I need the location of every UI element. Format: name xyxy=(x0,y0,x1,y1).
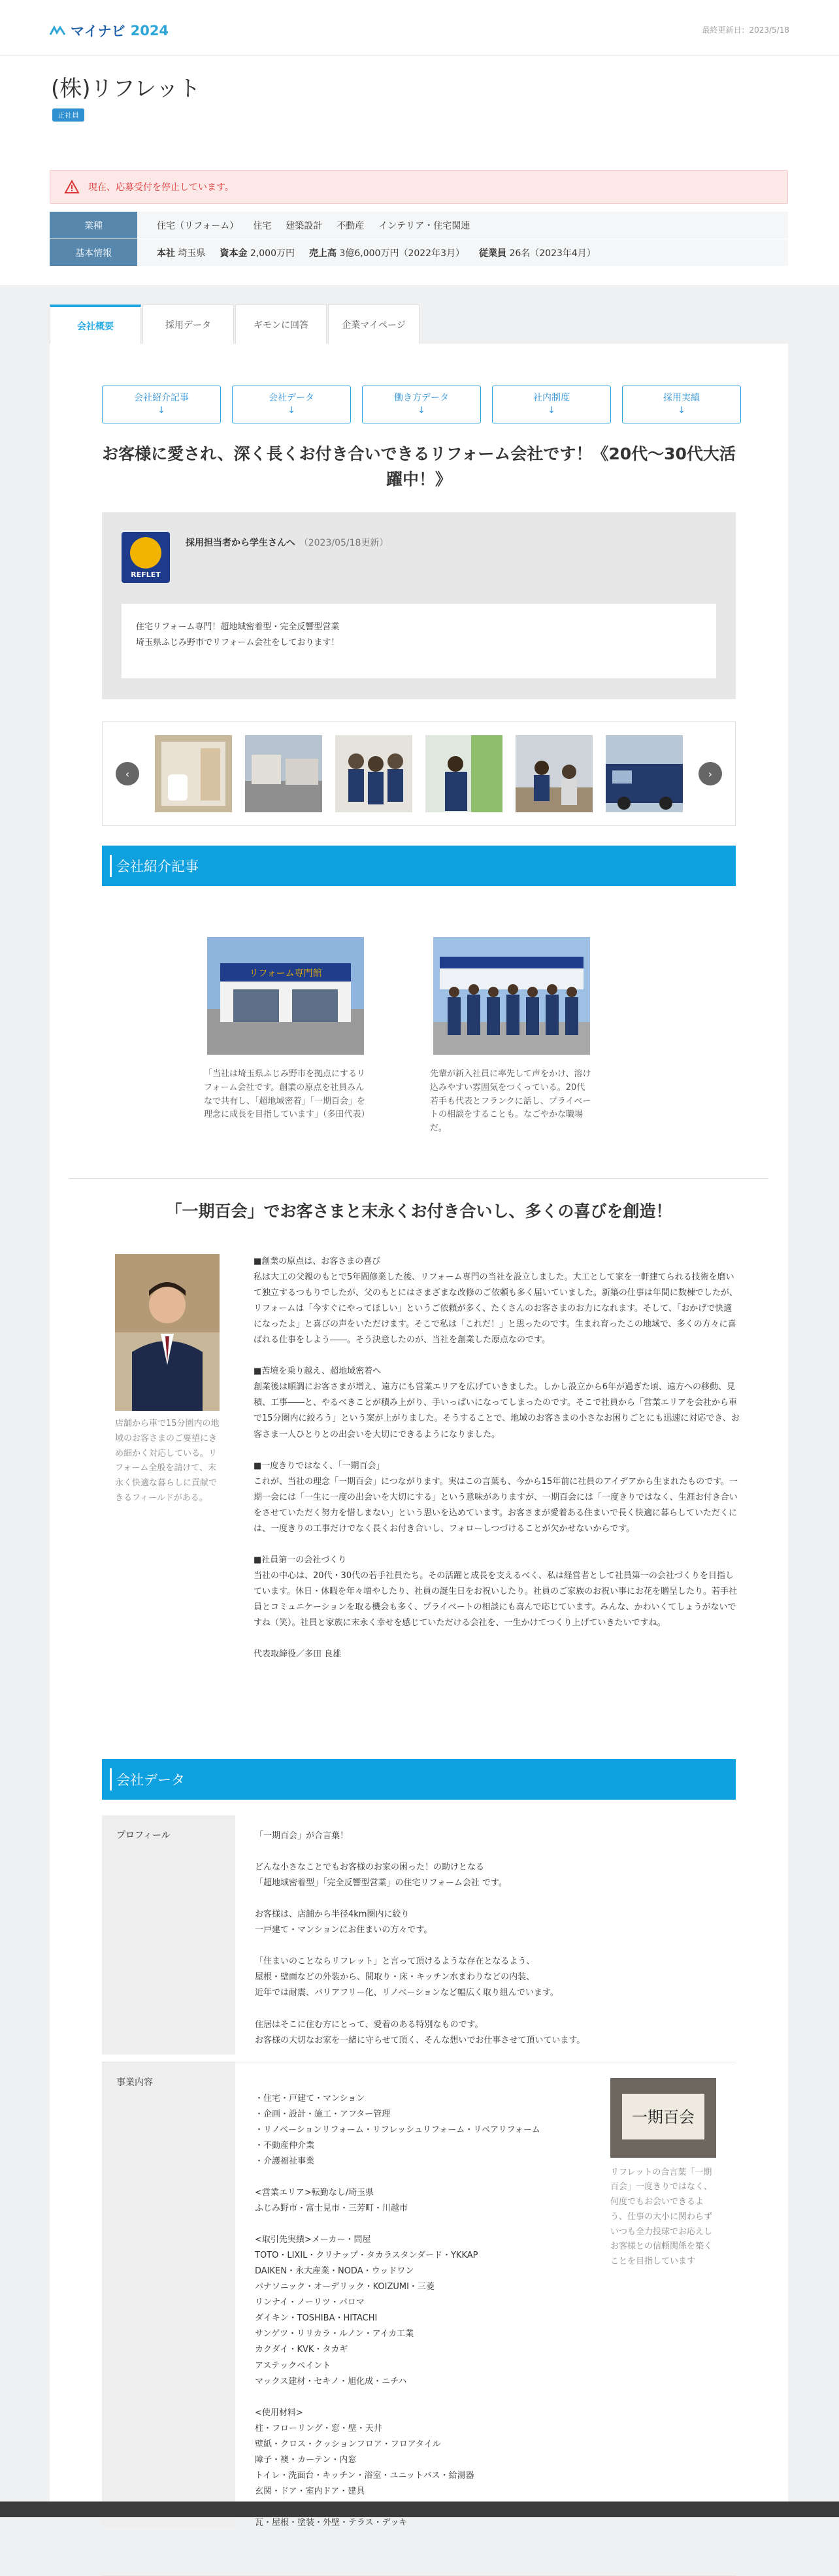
company-tabs xyxy=(50,305,421,344)
nav-label: 働き方データ xyxy=(394,393,449,404)
application-closed-alert xyxy=(50,170,788,204)
store-sign-text: リフォーム専門館 xyxy=(249,968,322,979)
ceo-message-headline: 「一期百会」でお客さまと末永くお付き合いし、多くの喜びを創造！ xyxy=(165,1202,672,1221)
hq-label: 本社 xyxy=(157,248,175,259)
company-logo-text: REFLET xyxy=(131,570,161,579)
staff-group-photo xyxy=(433,937,590,1055)
carousel-prev-button[interactable]: ‹ xyxy=(116,762,139,785)
ichigo-caption: リフレットの合言葉「一期百会」一度きりではなく、何度でもお会いできるよう、仕事の大小に関わらずいつも全力投球でお応えしお客様との信頼関係を築くことを目指しています xyxy=(610,2167,713,2267)
tab-recruitment-data[interactable]: 採用データ xyxy=(142,305,234,344)
business-text: ・住宅・戸建て・マンション ・企画・設計・施工・アフター管理 ・リノベーションリフォーム・リフレッシュリフォーム・リペアリフォーム ・不動産仲介業 ・介護福祉事業 <営業エリア>転勤なし/埼玉県 ふじみ野市・富士見市・三芳町・川越市 <取引先実績>メーカー・問屋 TOTO・LIXIL・クリナップ・タカラスタンダード・YKKAP DAIKEN・永大産業・NODA・ウッドワン パナソニック・オーデリック・KOIZUMI・三菱 リンナイ・ノーリツ・パロマ ダイキン・TOSHIBA・HITACHI サンゲツ・リリカラ・ルノン・アイカ工業 カクダイ・KVK・タカギ アステックペイント マックス建材・セキノ・旭化成・ニチハ <使用材料> 柱・フローリング・窓・壁・天井 壁紙・クロス・クッションフロア・フロアタイル 障子・襖・カーテン・内窓 トイレ・洗面台・キッチン・浴室・ユニットバス・給湯器 玄関・ドア・室内ドア・建具 瓦・屋根・塗装・外壁・テラス・デッキ xyxy=(255,2093,540,2528)
table-row xyxy=(102,1815,736,2062)
arrow-down-icon: ↓ xyxy=(157,405,165,416)
carousel-photo[interactable] xyxy=(425,735,502,812)
company-data-table xyxy=(102,1815,736,2576)
basic-info-label: 基本情報 xyxy=(50,239,137,266)
basic-info-row xyxy=(50,239,788,267)
article-card[interactable] xyxy=(204,937,370,1122)
carousel-next-button[interactable]: › xyxy=(699,762,722,785)
industry-item: 不動産 xyxy=(337,220,365,231)
basic-info-values xyxy=(137,239,596,266)
nav-work-style-button[interactable] xyxy=(362,386,481,423)
message-line: 住宅リフォーム専門！超地域密着型・完全反響型営業 xyxy=(136,622,340,632)
industry-values xyxy=(137,212,470,239)
capital-value: 2,000万円 xyxy=(250,248,295,259)
carousel-photo[interactable] xyxy=(155,735,232,812)
company-headline: お客様に愛され、深く長くお付き合いできるリフォーム会社です！《20代〜30代大活躍中！》 xyxy=(102,444,736,489)
mynavi-logo-icon xyxy=(50,25,65,36)
message-date: （2023/05/18更新） xyxy=(299,538,389,548)
capital-label: 資本金 xyxy=(220,248,248,259)
logo-year: 2024 xyxy=(130,23,169,39)
industry-item: 住宅 xyxy=(253,220,272,231)
message-line: 埼玉県ふじみ野市でリフォーム会社をしております！ xyxy=(136,638,340,648)
site-header xyxy=(0,0,839,56)
message-heading xyxy=(186,536,388,549)
company-basic-info xyxy=(50,212,788,267)
tab-company-mypage[interactable]: 企業マイページ xyxy=(328,305,420,344)
ceo-photo xyxy=(115,1254,220,1411)
company-name: (株)リフレット xyxy=(51,76,201,102)
ichigo-sign-photo xyxy=(610,2078,716,2158)
industry-row xyxy=(50,212,788,239)
row-value-profile: 「一期百会」が合言葉！ どんな小さなことでもお客様のお家の困った！の助けとなる 「超地域密着型」「完全反響型営業」の住宅リフォーム会社 です。 お客様は、店舗から半径4km圏内に絞り 一戸建て・マンションにお住まいの方々です。 「住まいのことならリフレット」と言って頂けるような存在となるよう、 屋根・壁面などの外装から、間取り・床・キッチン水まわりなどの内装、 近年では耐震、バリアフリー化、リノベーションなど幅広く取り組んでいます。 住居はそこに住む方にとって、愛着のある特別なものです。 お客様の大切なお家を一緒に守らせて頂く、そんな想いでお仕事させて頂いています。 xyxy=(255,1831,585,2045)
sales-label: 売上高 xyxy=(309,248,337,259)
hq-value: 埼玉県 xyxy=(178,248,206,259)
nav-label: 会社データ xyxy=(269,393,314,404)
recruiter-message xyxy=(102,512,736,699)
nav-company-articles-button[interactable] xyxy=(102,386,221,423)
arrow-down-icon: ↓ xyxy=(548,405,555,416)
ceo-photo-caption: 店舗から車で15分圏内の地域のお客さまのご要望にきめ細かく対応している。リフォーム全般を請けて、末永く快適な暮らしに貢献できるフィールドがある。 xyxy=(115,1419,220,1503)
section-company-data: 会社データ xyxy=(102,1759,736,1800)
arrow-down-icon: ↓ xyxy=(288,405,295,416)
employees-value: 26名（2023年4月） xyxy=(509,248,596,259)
main-panel xyxy=(50,344,788,2528)
mynavi-logo[interactable] xyxy=(50,21,169,41)
arrow-down-icon: ↓ xyxy=(418,405,425,416)
tab-qa[interactable]: ギモンに回答 xyxy=(235,305,327,344)
row-label-business: 事業内容 xyxy=(102,2062,235,2526)
industry-item: インテリア・住宅関連 xyxy=(378,220,470,231)
row-value-business xyxy=(235,2062,736,2575)
industry-item: 建築設計 xyxy=(286,220,323,231)
message-from: 採用担当者から学生さんへ xyxy=(186,538,295,548)
message-body xyxy=(122,604,716,678)
logo-text: マイナビ xyxy=(71,24,125,39)
sales-value: 3億6,000万円（2022年3月） xyxy=(339,248,465,259)
nav-company-data-button[interactable] xyxy=(232,386,351,423)
last-updated: 最終更新日：2023/5/18 xyxy=(702,25,789,35)
table-row xyxy=(102,2062,736,2576)
ichigo-sign-text: 一期百会 xyxy=(632,2107,695,2126)
company-logo xyxy=(122,532,170,583)
carousel-photo[interactable] xyxy=(335,735,412,812)
nav-hiring-results-button[interactable] xyxy=(622,386,741,423)
article-card[interactable] xyxy=(430,937,593,1136)
row-label-profile: プロフィール xyxy=(102,1815,235,2055)
industry-item: 住宅（リフォーム） xyxy=(157,220,239,231)
employment-type-badge: 正社員 xyxy=(52,108,84,122)
article-caption: 先輩が新入社員に率先して声をかけ、溶け込みやすい雰囲気をつくっている。20代若手も代表とフランクに話し、プライベートの相談をすることも。なごやかな職場だ。 xyxy=(430,1069,591,1134)
carousel-photo[interactable] xyxy=(516,735,593,812)
carousel-photo[interactable] xyxy=(245,735,322,812)
arrow-down-icon: ↓ xyxy=(678,405,685,416)
nav-internal-systems-button[interactable] xyxy=(492,386,611,423)
tab-company-overview[interactable]: 会社概要 xyxy=(50,305,141,345)
section-divider xyxy=(69,1178,768,1179)
section-company-articles: 会社紹介記事 xyxy=(102,846,736,886)
alert-text: 現在、応募受付を停止しています。 xyxy=(88,182,234,193)
nav-label: 社内制度 xyxy=(533,393,570,404)
photo-carousel xyxy=(102,721,736,826)
industry-label: 業種 xyxy=(50,212,137,239)
nav-label: 採用実績 xyxy=(663,393,700,404)
warning-icon xyxy=(65,180,79,193)
anchor-nav xyxy=(102,386,741,423)
bottom-bar xyxy=(0,2502,839,2517)
article-caption: 「当社は埼玉県ふじみ野市を拠点にするリフォーム会社です。創業の原点を社員みんなで共有し、「超地域密着」「一期百会」を理念に成長を目指しています」（多田代表） xyxy=(204,1069,370,1120)
carousel-photo[interactable] xyxy=(606,735,683,812)
storefront-photo xyxy=(207,937,364,1055)
nav-label: 会社紹介記事 xyxy=(134,393,189,404)
employees-label: 従業員 xyxy=(478,248,506,259)
ceo-message-body: ■創業の原点は、お客さまの喜び 私は大工の父親のもとで5年間修業した後、リフォーム専門の当社を設立しました。大工として家を一軒建てられる技術を磨いて独立するつもりでしたが、父のもとにはさまざまな改修のご依頼も多く届いていました。新築の仕事は年間に数棟でしたが、リフォームは「今すぐにやってほしい」というご依頼が多く、たくさんのお客さまのお力になれます。そして、「おかげで快適になったよ」と喜びの声をいただけます。そこで私は「これだ！」と思ったのです。生まれ育ったこの地域で、多くの方々に喜ばれる仕事をしよう――。そう決意したのが、当社を創業した原点なのです。 ■苦境を乗り越え、超地域密着へ 創業後は順調にお客さまが増え、遠方にも営業エリアを広げていきました。しかし設立から6年が過ぎた頃、遠方への移動、見積、工事――と、やるべきことが積み上がり、手いっぱいになってしまったのです。そこで社員から「営業エリアを会社から車で15分圏内に絞ろう」という案が上がりました。そうすることで、地域のお客さまの小さなお困りごとにも迅速に対応でき、お客さま一人ひとりとの出会いを大切にできるようになりました。 ■一度きりではなく、「一期百会」 これが、当社の理念「一期百会」につながります。実はこの言葉も、今から15年前に社員のアイデアから生まれたものです。一期一会には「一生に一度の出会いを大切にする」という意味がありますが、一期百会には「一度きりではなく、生涯お付き合いをさせていただく努力を惜しまない」という思いを込めています。お客さまが愛着ある住まいで長く快適に暮らしていただくには、一度きりの工事だけでなく長くお付き合いし、フォローしつづけることが欠かせないからです。 ■社員第一の会社づくり 当社の中心は、20代・30代の若手社員たち。その活躍と成長を支えるべく、私は経営者として社員第一の会社づくりを目指しています。休日・休暇を年々増やしたり、社員の誕生日をお祝いしたり。社員のご家族のお祝い事にお花を贈呈したり。若手社員とコミュニケーションを取る機会も多く、プライベートの相談にも喜んで応じています。みんな、かわいくてしょうがないですね（笑）。社員と家族に末永く幸せを感じていただける会社を、一生かけてつくり上げていきたいですね。 代表取締役／多田 良雄 xyxy=(254,1257,740,1660)
